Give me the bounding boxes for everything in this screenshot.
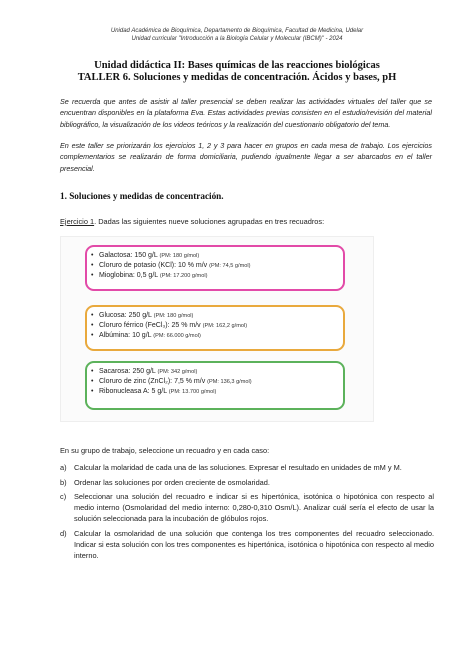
header-course: Unidad curricular "Introducción a la Biología Celular y Molecular (IBCM)" - 2024 [131,36,343,42]
section-heading: 1. Soluciones y medidas de concentración. [60,191,224,201]
priority-paragraph: En este taller se priorizarán los ejercicios 1, 2 y 3 para hacer en grupos en cada mesa de trabajo. Los ejercicios complementarios se realizarán de forma domiciliaria, pudiendo igualmente llegar a ser abarcados en el taller presencial. [60,141,432,173]
task-item-c: c) Seleccionar una solución del recuadro e indicar si es hipertónica, isotónica o hipotónica con respecto al medio interno (Osmolaridad del medio interno: 0,280-0,310 Osm/L). Analizar cuál sería el efecto de usar la solución seleccionada para la incubación de glóbulos rojos. [60,492,434,523]
solution-box-orange [85,305,345,351]
workshop-title: TALLER 6. Soluciones y medidas de concentración. Ácidos y bases, pH [77,72,397,83]
solution-box-pink [85,245,345,291]
task-item-b: b) Ordenar las soluciones por orden creciente de osmolaridad. [60,477,270,487]
instructions-intro: En su grupo de trabajo, seleccione un recuadro y en cada caso: [60,446,270,455]
solution-item: • Cloruro férrico (FeCl₃): 25 % m/v (PM: 162,2 g/mol) [91,321,343,331]
task-list [60,462,434,564]
solution-item: • Galactosa: 150 g/L (PM: 180 g/mol) [91,251,343,261]
exercise-statement [60,217,324,226]
solution-item: • Mioglobina: 0,5 g/L (PM: 17.200 g/mol) [91,271,343,281]
task-item-a: a) Calcular la molaridad de cada una de las soluciones. Expresar el resultado en unidades de mM y M. [60,463,402,472]
solution-box-green [85,361,345,410]
task-item-d: d) Calcular la osmolaridad de una solución que contenga los tres componentes del recuadro seleccionado. Indicar si esta solución con los tres componentes es hipertónica, isotónica o hipotónica con respecto al medio interno. [60,528,434,560]
solution-item: • Albúmina: 10 g/L (PM: 66.000 g/mol) [91,331,343,341]
solution-item: • Ribonucleasa A: 5 g/L (PM: 13.700 g/mol) [91,387,343,397]
reminder-paragraph: Se recuerda que antes de asistir al taller presencial se deben realizar las actividades virtuales del taller que se encuentran disponibles en la plataforma Eva. Estas actividades previas consisten en el estudio/revisión del material bibliográfico, la visualización de los videos teóricos y la realización del cuestionario obligatorio del tema. [60,97,432,129]
solution-item: • Glucosa: 250 g/L (PM: 180 g/mol) [91,311,343,321]
exercise-text: . Dadas las siguientes nueve soluciones agrupadas en tres recuadros: [94,217,325,226]
exercise-label: Ejercicio 1 [60,217,95,226]
solution-item: • Cloruro de potasio (KCl): 10 % m/v (PM: 74,5 g/mol) [91,261,343,271]
solutions-figure [60,236,374,422]
solution-item: • Sacarosa: 250 g/L (PM: 342 g/mol) [91,367,343,377]
header-institution: Unidad Académica de Bioquímica, Departamento de Bioquímica, Facultad de Medicina, Udelar [110,28,364,34]
solution-item: • Cloruro de zinc (ZnCl₂): 7,5 % m/v (PM: 136,3 g/mol) [91,377,343,387]
unit-title: Unidad didáctica II: Bases químicas de las reacciones biológicas [94,60,380,71]
